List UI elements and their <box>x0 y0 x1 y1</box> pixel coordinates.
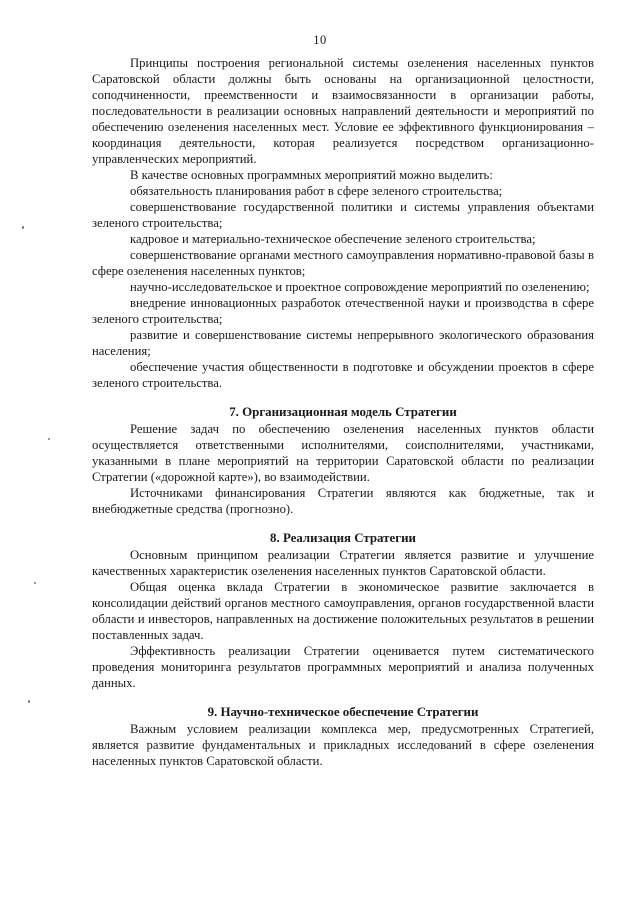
paragraph: Источниками финансирования Стратегии являются как бюджетные, так и внебюджетные средства (прогнозно). <box>92 486 594 516</box>
section-heading-9: 9. Научно-техническое обеспечение Стратегии <box>207 705 479 719</box>
list-item: внедрение инновационных разработок отечественной науки и производства в сфере зеленого строительства; <box>92 296 594 326</box>
paragraph: Основным принципом реализации Стратегии является развитие и улучшение качественных характеристик озеленения населенных пунктов Саратовской области. <box>92 548 594 578</box>
paragraph: Важным условием реализации комплекса мер, предусмотренных Стратегией, является развитие фундаментальных и прикладных исследований в сфере озеленения населенных пунктов Саратовской области. <box>92 722 594 768</box>
list-item: обязательность планирования работ в сфере зеленого строительства; <box>130 184 503 198</box>
scan-speck <box>48 438 50 440</box>
paragraph: Эффективность реализации Стратегии оценивается путем систематического проведения мониторинга результатов программных мероприятий и анализа полученных данных. <box>92 644 594 690</box>
document-body <box>92 55 594 769</box>
scan-speck <box>28 700 30 703</box>
list-item: совершенствование органами местного самоуправления нормативно-правовой базы в сфере озеленения населенных пунктов; <box>92 248 594 278</box>
paragraph: Принципы построения региональной системы озеленения населенных пунктов Саратовской области должны быть основаны на организационной целостности, соподчиненности, преемственности и взаимосвязанности в организации работы, последовательности в реализации основных направлений деятельности и мероприятий по обеспечению озеленения населенных мест. Условие ее эффективного функционирования – координация деятельности, которая реализуется посредством организационно-управленческих мероприятий. <box>92 56 594 166</box>
page-number: 10 <box>313 33 327 47</box>
scan-speck <box>34 582 36 584</box>
list-item: совершенствование государственной политики и системы управления объектами зеленого строительства; <box>92 200 594 230</box>
list-item: развитие и совершенствование системы непрерывного экологического образования населения; <box>92 328 594 358</box>
section-heading-7: 7. Организационная модель Стратегии <box>229 405 457 419</box>
list-item: кадровое и материально-техническое обеспечение зеленого строительства; <box>130 232 536 246</box>
section-heading-8: 8. Реализация Стратегии <box>270 531 416 545</box>
paragraph: Общая оценка вклада Стратегии в экономическое развитие заключается в консолидации действий органов местного самоуправления, органов государственной власти области и инвесторов, направленных на достижение положительных результатов в решении поставленных задач. <box>92 580 594 642</box>
list-item: обеспечение участия общественности в подготовке и обсуждении проектов в сфере зеленого строительства. <box>92 360 594 390</box>
paragraph: Решение задач по обеспечению озеленения населенных пунктов области осуществляется ответственными исполнителями, соисполнителями, участниками, указанными в плане мероприятий на территории Саратовской области по реализации Стратегии («дорожной карте»), во взаимодействии. <box>92 422 594 484</box>
list-item: научно-исследовательское и проектное сопровождение мероприятий по озеленению; <box>130 280 590 294</box>
scan-speck <box>22 226 24 229</box>
paragraph: В качестве основных программных мероприятий можно выделить: <box>130 168 493 182</box>
